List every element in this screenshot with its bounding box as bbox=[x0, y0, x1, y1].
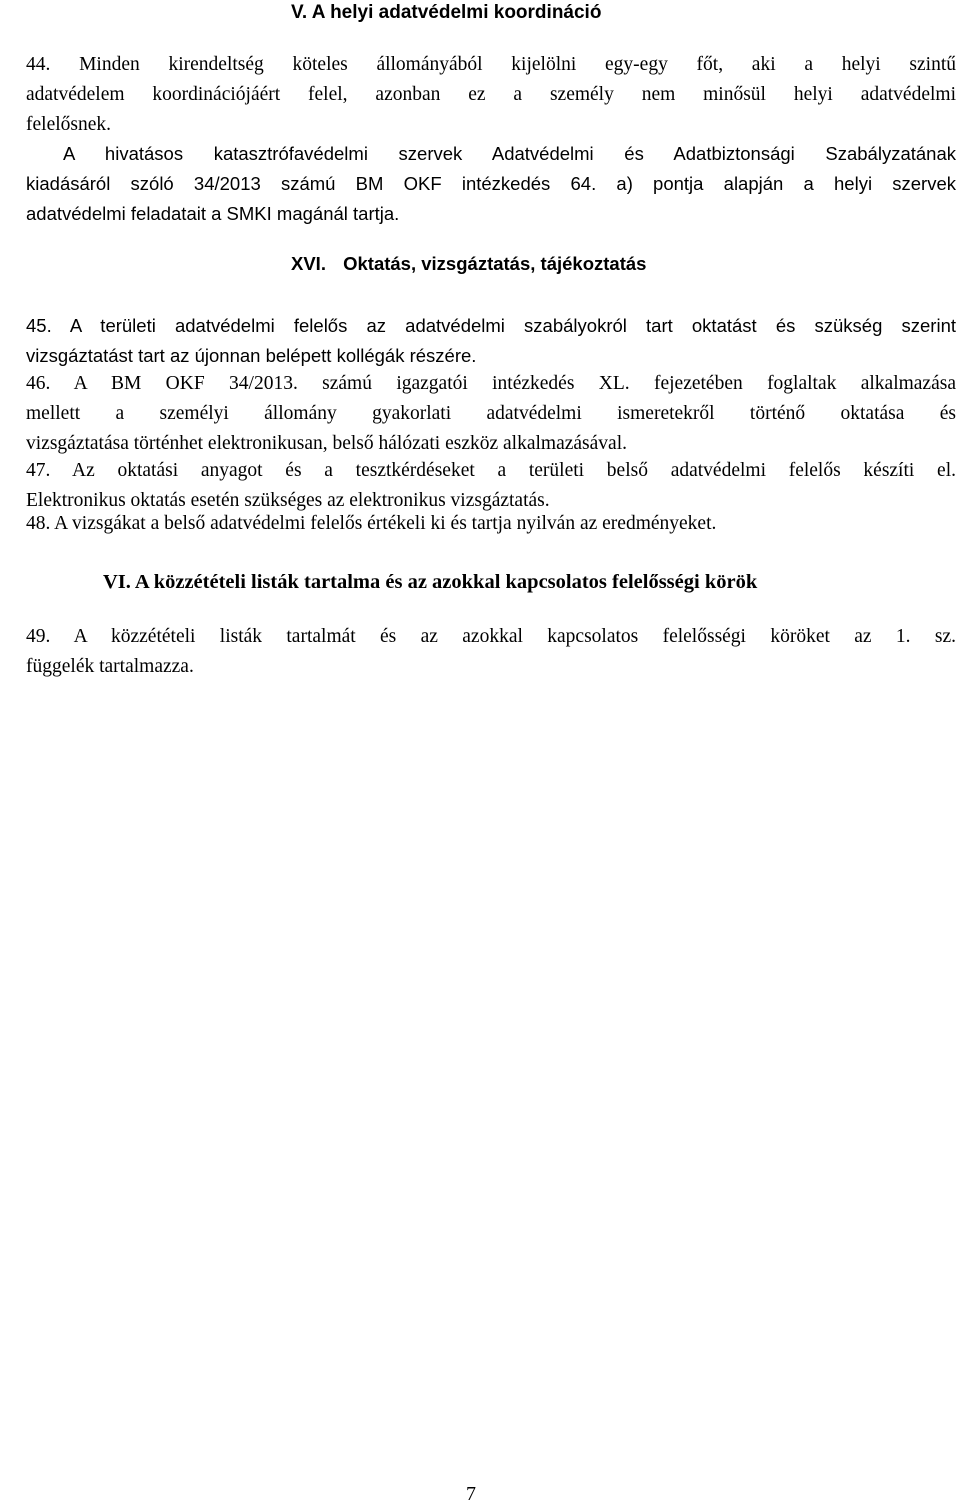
paragraph-44 bbox=[26, 50, 956, 140]
p44-line-5: kiadásáról szóló 34/2013 számú BM OKF intézkedés 64. a) pontja alapján a helyi szervek bbox=[26, 173, 956, 194]
p47-line-1: 47. Az oktatási anyagot és a tesztkérdéseket a területi belső adatvédelmi felelős készíti el. bbox=[26, 460, 956, 481]
paragraph-46 bbox=[26, 369, 956, 459]
p49-line-1: 49. A közzétételi listák tartalmát és az azokkal kapcsolatos felelősségi köröket az 1. sz. bbox=[26, 626, 956, 647]
p44-line-1: 44. Minden kirendeltség köteles állományából kijelölni egy-egy főt, aki a helyi szintű bbox=[26, 54, 956, 75]
p44-line-3: felelősnek. bbox=[26, 114, 112, 135]
p45-line-1: 45. A területi adatvédelmi felelős az adatvédelmi szabályokról tart oktatást és szükség szerint bbox=[26, 315, 956, 336]
p45-line-2: vizsgáztatást tart az újonnan belépett kollégák részére. bbox=[26, 345, 477, 366]
p46-line-3: vizsgáztatása történhet elektronikusan, belső hálózati eszköz alkalmazásával. bbox=[26, 433, 627, 454]
paragraph-47 bbox=[26, 456, 956, 516]
p49-line-2: függelék tartalmazza. bbox=[26, 656, 194, 677]
paragraph-49 bbox=[26, 622, 956, 682]
p44-line-4: A hivatásos katasztrófavédelmi szervek Adatvédelmi és Adatbiztonsági Szabályzatának bbox=[63, 143, 956, 164]
paragraph-45 bbox=[26, 311, 956, 371]
p48-line-1: 48. A vizsgákat a belső adatvédelmi felelős értékeli ki és tartja nyilván az eredményeket. bbox=[26, 513, 717, 534]
paragraph-44-continuation bbox=[26, 139, 956, 229]
section-xvi-heading bbox=[291, 249, 646, 279]
p46-line-1: 46. A BM OKF 34/2013. számú igazgatói intézkedés XL. fejezetében foglaltak alkalmazása bbox=[26, 373, 956, 394]
p46-line-2: mellett a személyi állomány gyakorlati adatvédelmi ismeretekről történő oktatása és bbox=[26, 403, 956, 424]
section-xvi-number: XVI. bbox=[291, 253, 326, 274]
p44-line-2: adatvédelem koordinációjáért felel, azonban ez a személy nem minősül helyi adatvédelmi bbox=[26, 84, 956, 105]
section-xvi-title: Oktatás, vizsgáztatás, tájékoztatás bbox=[343, 253, 647, 274]
paragraph-48 bbox=[26, 509, 956, 539]
p44-line-6: adatvédelmi feladatait a SMKI magánál tartja. bbox=[26, 203, 400, 224]
section-v-heading: V. A helyi adatvédelmi koordináció bbox=[291, 2, 602, 23]
p47-line-2: Elektronikus oktatás esetén szükséges az elektronikus vizsgáztatás. bbox=[26, 490, 550, 511]
section-vi-heading: VI. A közzétételi listák tartalma és az azokkal kapcsolatos felelősségi körök bbox=[103, 571, 758, 593]
page-number: 7 bbox=[466, 1483, 476, 1505]
